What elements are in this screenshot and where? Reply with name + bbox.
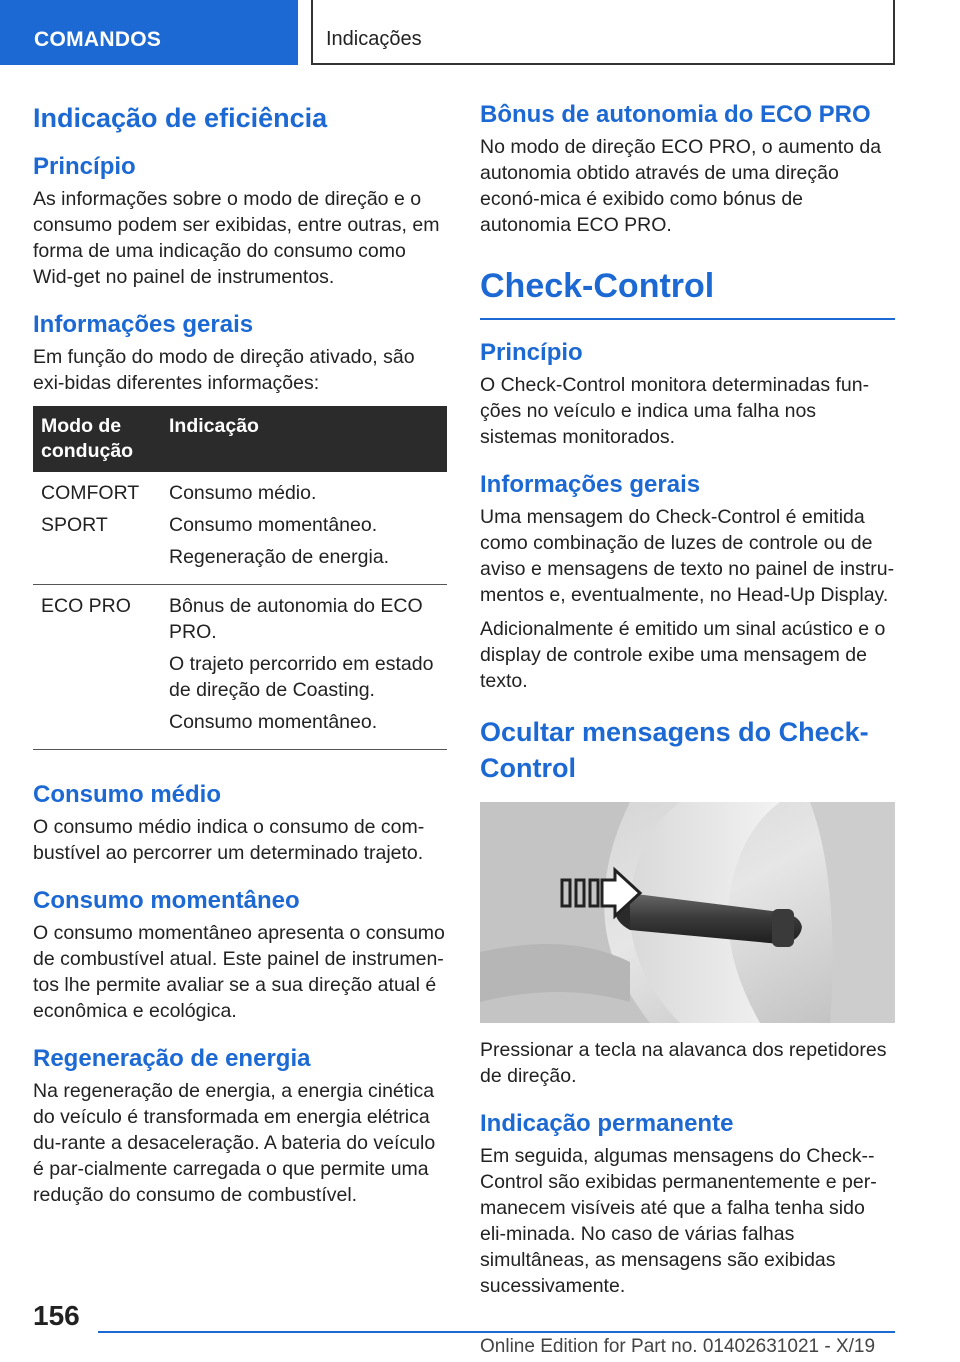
chapter-title: Indicações <box>311 0 895 65</box>
table-cell-indications <box>161 585 447 750</box>
indication-item: Regeneração de energia. <box>169 546 390 568</box>
section-title-check-control: Check-Control <box>480 264 895 320</box>
page-number: 156 <box>33 1300 80 1331</box>
paragraph-info-gerais-cc-2: Adicionalmente é emitido um sinal acústico e o display de controle exibe uma mensagem de texto. <box>480 618 886 692</box>
table-cell-modes <box>33 472 161 585</box>
heading-principio-cc: Princípio <box>480 339 583 366</box>
footer-edition <box>480 1336 875 1358</box>
indication-item: Consumo médio. <box>169 482 317 504</box>
table-row <box>33 472 447 585</box>
table-cell-modes <box>33 585 161 750</box>
heading-info-gerais: Informações gerais <box>33 311 254 338</box>
left-column <box>33 100 447 1216</box>
driving-mode-table <box>33 406 447 750</box>
mode-label: SPORT <box>41 514 108 536</box>
section-title-efficiency: Indicação de eficiência <box>33 103 328 133</box>
section-tab: COMANDOS <box>0 0 298 65</box>
table-header-indication: Indicação <box>161 406 447 472</box>
turn-signal-stalk-illustration <box>480 802 895 1023</box>
paragraph-consumo-momentaneo: O consumo momentâneo apresenta o consumo de combustível atual. Este painel de instrumen-tos lhe permite avaliar se a sua direção atual é econômica e ecológica. <box>33 922 445 1022</box>
heading-principio: Princípio <box>33 153 136 180</box>
mode-label: COMFORT <box>41 482 140 504</box>
heading-ocultar-mensagens: Ocultar mensagens do Check-Control <box>480 717 869 783</box>
indication-item: Bônus de autonomia do ECO PRO. <box>169 595 423 643</box>
figure-caption: Pressionar a tecla na alavanca dos repetidores de direção. <box>480 1039 887 1087</box>
mode-label: ECO PRO <box>41 595 131 617</box>
indication-item: Consumo momentâneo. <box>169 514 378 536</box>
heading-regeneracao: Regeneração de energia <box>33 1045 311 1072</box>
footer-divider <box>98 1331 895 1333</box>
paragraph-indicacao-permanente: Em seguida, algumas mensagens do Check--Control são exibidas permanentemente e per-manecem visíveis até que a falha tenha sido eli-minada. No caso de várias falhas simultâneas, as mensagens são exibidas sucessivamente. <box>480 1145 877 1297</box>
paragraph-consumo-medio: O consumo médio indica o consumo de com-bustível ao percorrer um determinado trajeto. <box>33 816 425 864</box>
heading-bonus-eco-pro: Bônus de autonomia do ECO PRO <box>480 101 871 128</box>
table-row <box>33 585 447 750</box>
indication-item: O trajeto percorrido em estado de direção de Coasting. <box>169 653 434 701</box>
right-column <box>480 100 895 1307</box>
table-cell-indications <box>161 472 447 585</box>
paragraph-principio-cc: O Check-Control monitora determinadas fun-ções no veículo e indica uma falha nos sistemas monitorados. <box>480 374 870 448</box>
indication-item: Consumo momentâneo. <box>169 711 378 733</box>
heading-info-gerais-cc: Informações gerais <box>480 471 701 498</box>
table-header-mode: Modo de condução <box>33 406 161 472</box>
heading-consumo-medio: Consumo médio <box>33 781 222 808</box>
paragraph-info-gerais-cc-1: Uma mensagem do Check-Control é emitida como combinação de luzes de controle ou de aviso e mensagens de texto no painel de instru-mentos e, eventualmente, no Head-Up Display. <box>480 506 895 606</box>
heading-indicacao-permanente: Indicação permanente <box>480 1110 734 1137</box>
paragraph-info-gerais: Em função do modo de direção ativado, são exi-bidas diferentes informações: <box>33 346 415 394</box>
edition-text: Online Edition for Part no. 01402631021 - X/19 <box>480 1336 876 1357</box>
paragraph-bonus-eco-pro: No modo de direção ECO PRO, o aumento da autonomia obtido através de uma direção econó-mica é exibido como bónus de autonomia ECO PRO. <box>480 136 882 236</box>
paragraph-regeneracao: Na regeneração de energia, a energia cinética do veículo é transformada em energia elétrica du-rante a desaceleração. A bateria do veículo é par-cialmente carregada o que permite uma redução do consumo de combustível. <box>33 1080 436 1206</box>
heading-consumo-momentaneo: Consumo momentâneo <box>33 887 300 914</box>
paragraph-principio: As informações sobre o modo de direção e o consumo podem ser exibidas, entre outras, em forma de uma indicação do consumo como Wid-get no painel de instrumentos. <box>33 188 440 288</box>
